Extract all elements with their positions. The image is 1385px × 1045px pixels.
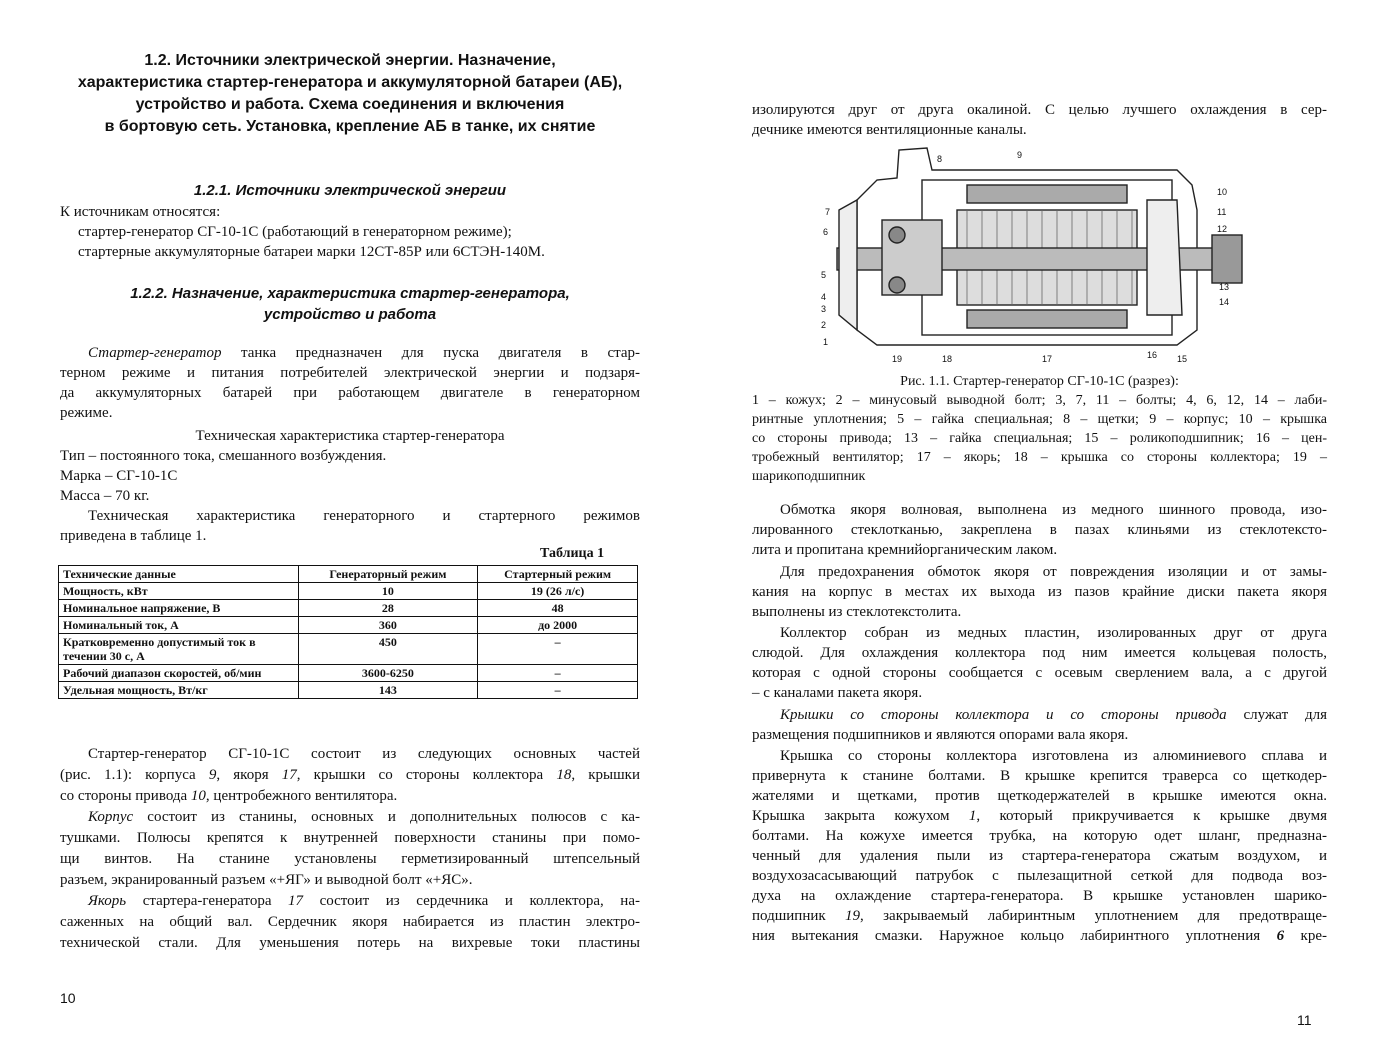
- table-cell: 360: [298, 617, 478, 634]
- heading-line: в бортовую сеть. Установка, крепление АБ в танке, их снятие: [104, 118, 596, 135]
- figure-label: 7: [825, 207, 831, 217]
- text-line: ченный для удаления пыли из стартера-генератора сжатым воздухом, и: [752, 848, 1327, 864]
- figure-label: 19: [892, 354, 903, 364]
- table-row: [59, 600, 638, 617]
- table-cell: до 2000: [478, 617, 638, 634]
- table-cell: 48: [478, 600, 638, 617]
- text-line: со стороны привода: [60, 788, 191, 804]
- text-line: Коллектор собран из медных пластин, изолированных друг от друга: [780, 625, 1327, 641]
- predohr-paragraph: [752, 562, 1327, 622]
- text-line: которая с одной стороны сообщается с осевым сверлением вала, а с другой: [752, 665, 1327, 681]
- ref-number: 6: [1276, 928, 1285, 944]
- figure-label: 1: [823, 337, 829, 347]
- text-line: дечнике имеются вентиляционные каналы.: [752, 122, 1027, 138]
- table-cell: –: [478, 665, 638, 682]
- ref-number: 17: [288, 893, 304, 909]
- tech-title: Техническая характеристика стартер-генератора: [195, 428, 505, 444]
- korpus-paragraph: [60, 807, 640, 891]
- tech-type: Тип – постоянного тока, смешанного возбуждения.: [60, 448, 387, 464]
- ref-number: 9: [208, 767, 217, 783]
- figure-caption-line: шарикоподшипник: [752, 469, 866, 484]
- subsection-heading-122: [60, 283, 640, 325]
- figure-caption-line: тробежный вентилятор; 17 – якорь; 18 – крышка со стороны коллектора; 19 –: [752, 450, 1327, 465]
- figure-label: 9: [1017, 150, 1023, 160]
- figure-caption-line: 1 – кожух; 2 – минусовый выводной болт; 3, 7, 11 – болты; 4, 6, 12, 14 – лаби-: [752, 393, 1327, 408]
- kryshki-paragraph: [752, 705, 1327, 745]
- tech-spec-block: [60, 426, 640, 546]
- page-number: 10: [60, 990, 76, 1006]
- tech-mass: Масса – 70 кг.: [60, 488, 150, 504]
- table-cell: 450: [298, 634, 478, 665]
- text-line: приведена в таблице 1.: [60, 528, 207, 544]
- table-header: Стартерный режим: [478, 566, 638, 583]
- table-cell: Номинальный ток, А: [59, 617, 299, 634]
- text-line: режиме.: [60, 405, 113, 421]
- ref-number: 1: [968, 808, 977, 824]
- text-line: (рис. 1.1): корпуса: [60, 767, 209, 783]
- table-cell: –: [478, 634, 638, 665]
- table-row: [59, 583, 638, 600]
- table-cell: Рабочий диапазон скоростей, об/мин: [59, 665, 299, 682]
- tech-brand: Марка – СГ-10-1С: [60, 468, 178, 484]
- table-cell: 3600-6250: [298, 665, 478, 682]
- term-korpus: Корпус: [88, 809, 134, 825]
- text-line: Стартер-генератор СГ-10-1С состоит из следующих основных частей: [88, 746, 640, 762]
- heading-line: 1.2.2. Назначение, характеристика стартер-генератора,: [130, 285, 570, 302]
- table-header: Технические данные: [59, 566, 299, 583]
- table-caption: Таблица 1: [540, 546, 605, 561]
- text-line: ния вытекания смазки. Наружное кольцо лабиринтного уплотнения: [752, 928, 1277, 944]
- text-line: Обмотка якоря волновая, выполнена из медного шинного провода, изо-: [780, 502, 1327, 518]
- kryshka-paragraph: [752, 746, 1327, 946]
- figure-caption-line: ринтные уплотнения; 5 – гайка специальная; 8 – щетки; 9 – корпус; 10 – крышка: [752, 412, 1327, 427]
- text-line: щи винтов. На станине установлены герметизированный штепсельный: [60, 851, 640, 867]
- text-line: лита и пропитана кремнийорганическим лаком.: [752, 542, 1058, 558]
- table-header: Генераторный режим: [298, 566, 478, 583]
- table-cell: 10: [298, 583, 478, 600]
- text-line: саженных на общий вал. Сердечник якоря набирается из пластин электро-: [60, 914, 640, 930]
- heading-line: устройство и работа: [263, 306, 437, 323]
- term-starter-generator: Стартер-генератор: [88, 345, 222, 361]
- figure-label: 15: [1177, 354, 1188, 364]
- figure-caption: [752, 372, 1327, 486]
- text-line: размещения подшипников и являются опорами вала якоря.: [752, 727, 1129, 743]
- table-cell: Удельная мощность, Вт/кг: [59, 682, 299, 699]
- text-line: , который прикручивается к крышке двумя: [976, 808, 1327, 824]
- spec-table: [58, 565, 638, 699]
- table-header-row: [59, 566, 638, 583]
- text-line: состоит из сердечника и коллектора, на-: [303, 893, 640, 909]
- figure-label: 11: [1217, 207, 1227, 217]
- table-row: [59, 665, 638, 682]
- figure-label: 16: [1147, 350, 1158, 360]
- page-number: 11: [1297, 1012, 1312, 1028]
- table-cell: 28: [298, 600, 478, 617]
- text-line: выполнены из стеклотекстолита.: [752, 604, 962, 620]
- text-line: , центробежного вентилятора.: [205, 788, 398, 804]
- heading-line: устройство и работа. Схема соединения и включения: [135, 96, 565, 113]
- figure-caption-title: Рис. 1.1. Стартер-генератор СГ-10-1С (разрез):: [900, 374, 1179, 389]
- text-line: привернута к станине болтами. В крышке крепится траверса со щеткодер-: [752, 768, 1327, 784]
- figure-label: 12: [1217, 224, 1228, 234]
- figure-label: 4: [821, 292, 827, 302]
- text-line: воздухозасасывающий патрубок с пылезащитной сеткой для подвода воз-: [752, 868, 1327, 884]
- text-line: болтами. На кожухе имеется трубка, на которую одет шланг, предназна-: [752, 828, 1327, 844]
- heading-line: 1.2. Источники электрической энергии. Назначение,: [144, 52, 556, 69]
- heading-line: характеристика стартер-генератора и аккумуляторной батареи (АБ),: [77, 74, 623, 91]
- subsection-heading-121: [60, 180, 640, 201]
- text-line: изолируются друг от друга окалиной. С целью лучшего охлаждения в сер-: [752, 102, 1327, 118]
- sources-block: [60, 202, 640, 262]
- text-line: духа на охлаждение стартера-генератора. В крышке установлен шарико-: [752, 888, 1327, 904]
- text-line: разъем, экранированный разъем «+ЯГ» и выводной болт «+ЯС».: [60, 872, 473, 888]
- text-line: технической стали. Для уменьшения потерь на вихревые токи пластины: [60, 935, 640, 951]
- table-cell: 143: [298, 682, 478, 699]
- text-line: тушками. Полюсы крепятся к внутренней поверхности станины при помо-: [60, 830, 640, 846]
- figure-label: 17: [1042, 354, 1053, 364]
- text-line: служат для: [1226, 707, 1327, 723]
- text-line: кания на корпус в местах их выхода из пазов крайние диски пакета якоря: [752, 584, 1327, 600]
- source-item: стартер-генератор СГ-10-1С (работающий в генераторном режиме);: [78, 224, 512, 240]
- parts-paragraph: [60, 744, 640, 807]
- text-line: состоит из станины, основных и дополнительных полюсов с ка-: [133, 809, 640, 825]
- figure-label: 3: [821, 304, 827, 314]
- text-line: , якоря: [216, 767, 282, 783]
- text-line: , крышки со стороны коллектора: [296, 767, 557, 783]
- table-cell: Мощность, кВт: [59, 583, 299, 600]
- text-line: Крышка со стороны коллектора изготовлена из алюминиевого сплава и: [780, 748, 1327, 764]
- table-cell: –: [478, 682, 638, 699]
- top-paragraph: [752, 100, 1327, 140]
- table-row: [59, 617, 638, 634]
- text-line: , крышки: [571, 767, 640, 783]
- text-line: да аккумуляторных батарей при работающем двигателе в генераторном: [60, 385, 640, 401]
- section-heading: [60, 50, 640, 138]
- kollektor-paragraph: [752, 623, 1327, 703]
- starter-generator-section-figure: [817, 140, 1247, 370]
- table-row: [59, 682, 638, 699]
- term-kryshki: Крышки со стороны коллектора и со стороны привода: [780, 707, 1227, 723]
- figure-label: 14: [1219, 297, 1230, 307]
- text-line: Техническая характеристика генераторного и стартерного режимов: [88, 508, 640, 524]
- figure-label: 5: [821, 270, 827, 280]
- left-page: [0, 0, 692, 1045]
- table-cell: 19 (26 л/с): [478, 583, 638, 600]
- text-line: , закрываемый лабиринтным уплотнением для предотвраще-: [860, 908, 1327, 924]
- text-line: Для предохранения обмоток якоря от повреждения изоляции и от замы-: [780, 564, 1327, 580]
- text-line: слюдой. Для охлаждения коллектора под ним имеется кольцевая полость,: [752, 645, 1327, 661]
- text-line: Крышка закрыта кожухом: [752, 808, 969, 824]
- yakor-paragraph: [60, 891, 640, 954]
- figure-label: 13: [1219, 282, 1230, 292]
- figure-caption-line: со стороны привода; 13 – гайка специальная; 15 – роликоподшипник; 16 – цен-: [752, 431, 1327, 446]
- purpose-paragraph: [60, 343, 640, 423]
- right-page: [692, 0, 1385, 1045]
- text-line: терном режиме и питания потребителей электрической энергии и подзаря-: [60, 365, 640, 381]
- figure-label: 6: [823, 227, 829, 237]
- ref-number: 17: [281, 767, 297, 783]
- sources-intro: К источникам относятся:: [60, 204, 221, 220]
- obmotka-paragraph: [752, 500, 1327, 560]
- table-cell: Номинальное напряжение, В: [59, 600, 299, 617]
- figure-label: 10: [1217, 187, 1228, 197]
- ref-number: 18: [556, 767, 572, 783]
- figure-label: 18: [942, 354, 953, 364]
- text-line: танка предназначен для пуска двигателя в стар-: [221, 345, 640, 361]
- text-line: – с каналами пакета якоря.: [752, 685, 923, 701]
- text-line: стартера-генератора: [126, 893, 289, 909]
- figure-label: 2: [821, 320, 827, 330]
- figure-label: 8: [937, 154, 943, 164]
- term-yakor: Якорь: [88, 893, 127, 909]
- text-line: лированного стеклотканью, закреплена в пазах клиньями из стеклотексто-: [752, 522, 1327, 538]
- text-line: кре-: [1284, 928, 1327, 944]
- ref-number: 10: [190, 788, 206, 804]
- heading-line: 1.2.1. Источники электрической энергии: [193, 182, 507, 199]
- text-line: жателями и щетками, против щеткодержателей в крышке имеются окна.: [752, 788, 1327, 804]
- ref-number: 19: [845, 908, 861, 924]
- table-row: [59, 634, 638, 665]
- table-cell: Кратковременно допустимый ток в течении 30 с, А: [59, 634, 299, 665]
- source-item: стартерные аккумуляторные батареи марки 12СТ-85Р или 6СТЭН-140М.: [78, 244, 545, 260]
- text-line: подшипник: [752, 908, 846, 924]
